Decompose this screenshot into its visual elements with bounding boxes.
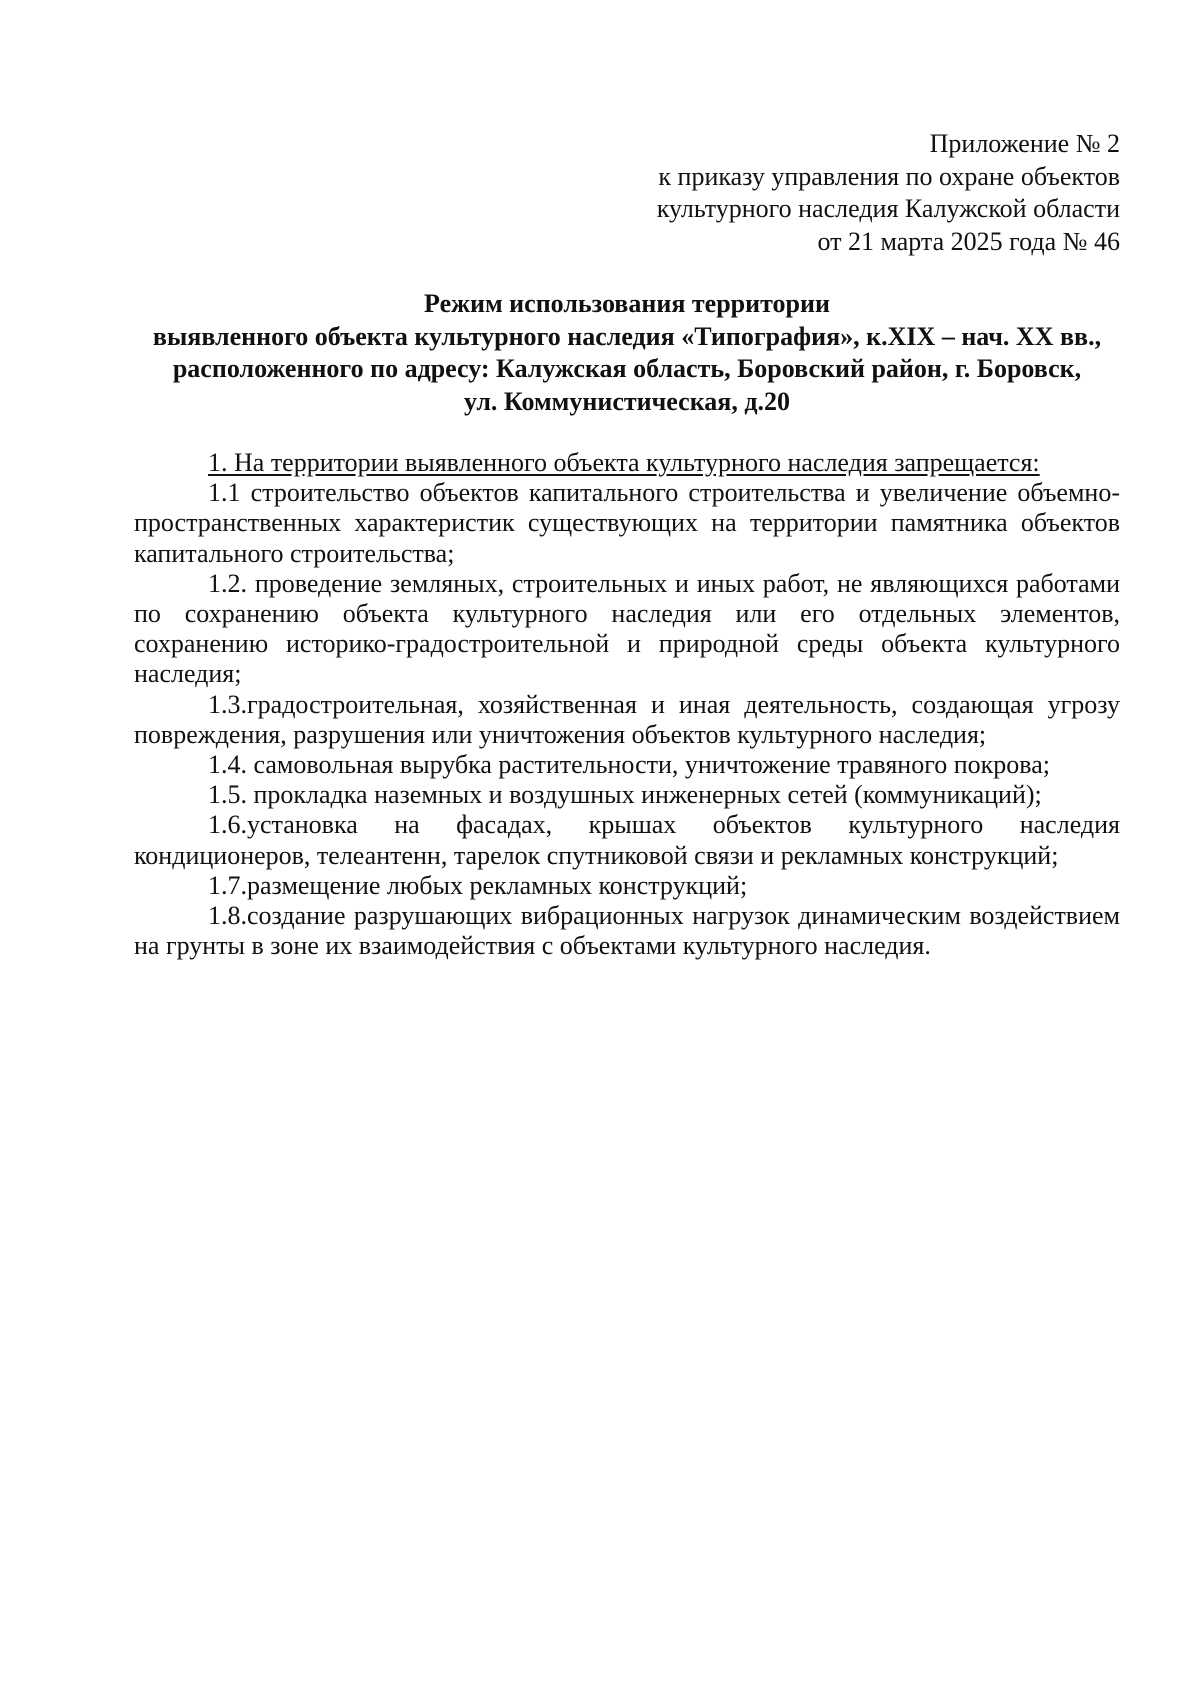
document-title: [134, 288, 1120, 418]
list-item-1-8: 1.8.создание разрушающих вибрационных нагрузок динамическим воздействием на грунты в зоне их взаимодействия с объектами культурного наследия.: [134, 901, 1120, 961]
order-reference-line-1: к приказу управления по охране объектов: [658, 161, 1120, 191]
order-reference-line-2: культурного наследия Калужской области: [656, 194, 1120, 223]
title-line-4: ул. Коммунистическая, д.20: [463, 386, 791, 416]
appendix-number: Приложение № 2: [929, 129, 1120, 158]
list-item-1-3: 1.3.градостроительная, хозяйственная и иная деятельность, создающая угрозу повреждения, разрушения или уничтожения объектов культурного наследия;: [134, 689, 1120, 749]
appendix-header: [134, 128, 1120, 258]
list-item-1-2: 1.2. проведение земляных, строительных и иных работ, не являющихся работами по сохранению объекта культурного наследия или его отдельных элементов, сохранению историко-градостроительной и природной среды объекта культурного наследия;: [134, 568, 1120, 689]
title-line-2: выявленного объекта культурного наследия «Типография», к.XIX – нач. XX вв.,: [152, 321, 1102, 351]
title-line-1: Режим использования территории: [424, 289, 830, 318]
list-item-1-1: 1.1 строительство объектов капитального строительства и увеличение объемно-пространственных характеристик существующих на территории памятника объектов капитального строительства;: [134, 478, 1120, 568]
section-heading: [134, 448, 1120, 478]
list-item-1-7: 1.7.размещение любых рекламных конструкций;: [208, 870, 748, 900]
list-item-1-5: 1.5. прокладка наземных и воздушных инженерных сетей (коммуникаций);: [208, 780, 1042, 810]
list-item-1-6: 1.6.установка на фасадах, крышах объектов культурного наследия кондиционеров, телеантенн, тарелок спутниковой связи и рекламных конструкций;: [134, 810, 1120, 870]
title-line-3: расположенного по адресу: Калужская область, Боровский район, г. Боровск,: [172, 354, 1082, 383]
list-item-1-4: 1.4. самовольная вырубка растительности, уничтожение травяного покрова;: [208, 750, 1050, 780]
order-date: от 21 марта 2025 года № 46: [817, 226, 1120, 256]
document-body: [134, 448, 1120, 961]
document-page: [134, 128, 1120, 961]
section-heading-text: 1. На территории выявленного объекта культурного наследия запрещается:: [208, 448, 1040, 477]
